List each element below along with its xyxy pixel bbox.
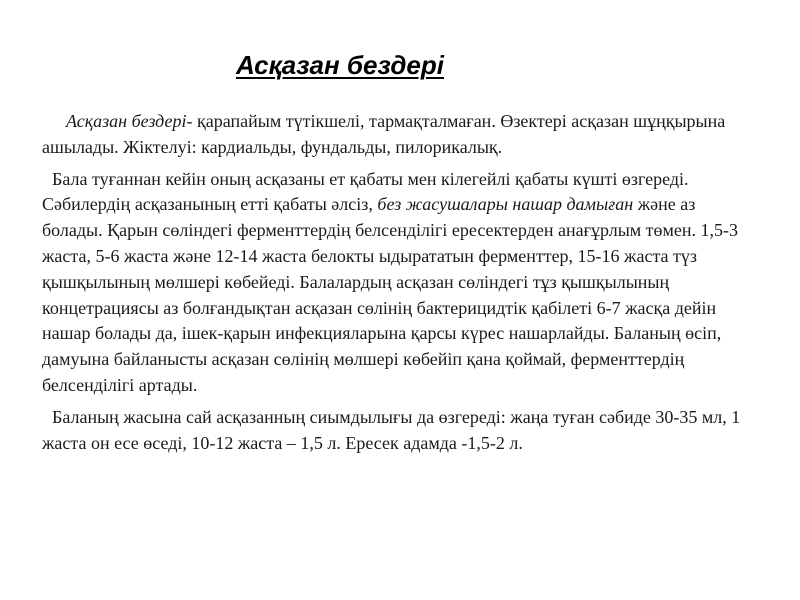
paragraph-capacity [42, 405, 760, 457]
definition-text: - қарапайым түтікшелі, тармақталмаған. Өзектері асқазан шұңқырына ашылады. Жіктелуі: кардиальды, фундальды, пилорикалық. [42, 111, 726, 157]
development-emphasis: без жасушалары нашар дамыған [377, 194, 634, 215]
paragraph-development [42, 167, 760, 399]
development-text-end: және аз болады. Қарын сөліндегі ферменттердің белсенділігі ересектерден анағұрлым төмен. 1,5-3 жаста, 5-6 жаста және 12-14 жаста белокты ыдырататын ферменттер, 15-16 жаста түз қышқылының мөлшері көбейеді. Балалардың асқазан сөліндегі тұз қышқылының концетрациясы аз болғандықтан асқазан сөлінің бактерицидтік қабілеті 6-7 жасқа дейін нашар болады да, ішек-қарын инфекцияларына қарсы күрес нашарлайды. Баланың өсіп, дамуына байланысты асқазан сөлінің мөлшері көбейіп қана қоймай, ферменттердің белсенділігі артады. [42, 194, 739, 395]
definition-term: Асқазан бездері [66, 111, 187, 131]
development-text-start: Бала туғаннан кейін оның асқазаны ет қабаты мен кілегейлі қабаты күшті өзгереді. Сәбилердің асқазанының етті қабаты әлсіз, [42, 168, 689, 215]
capacity-text: Баланың жасына сай асқазанның сиымдылығы да өзгереді: жаңа туған сәбиде 30-35 мл, 1 жаста он есе өседі, 10-12 жаста – 1,5 л. Ересек адамда -1,5-2 л. [42, 406, 741, 453]
slide-title: Асқазан бездері [236, 50, 444, 80]
slide-body [42, 109, 760, 460]
paragraph-definition [42, 109, 760, 161]
